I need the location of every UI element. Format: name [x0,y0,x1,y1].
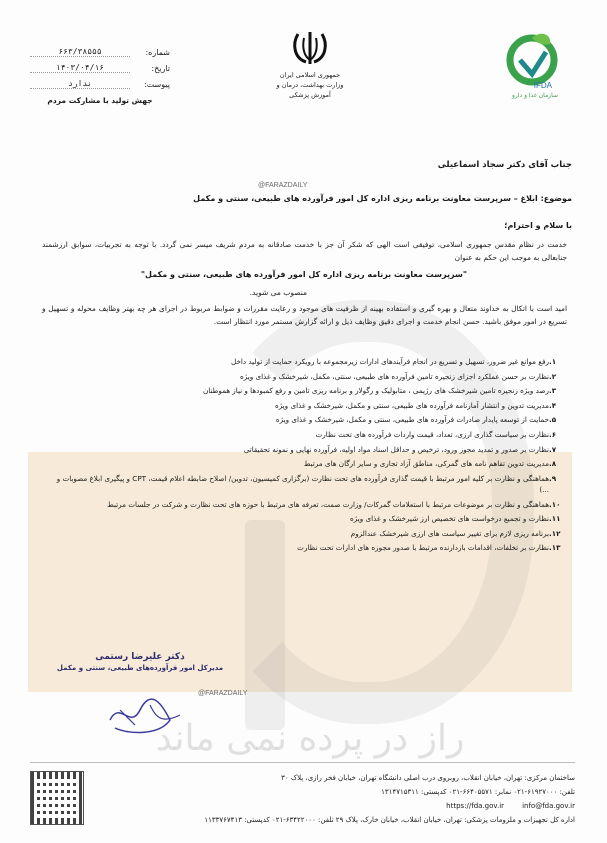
attachment-label: پیوست: [143,79,170,89]
ministry-emblem [270,30,350,100]
footer-web-row [95,799,575,813]
list-item: ۴. مدیریت تدوین و انتشار آمارنامه فرآورده های طبیعی، سنتی و مکمل، شیرخشک و غذای ویژه [274,400,557,410]
signature-block [55,652,225,672]
footer [30,762,575,829]
list-item: ۵. حمایت از توسعه پایدار صادرات فرآورده های طبیعی، سنتی و مکمل، شیرخشک و غذای ویژه [275,415,557,425]
list-item: ۷. نظارت بر صدور و تمدید مجوز ورود، ترخیص و حداقل اسناد مواد اولیه، فرآورده نهایی و نمونه تحقیقاتی [243,444,557,454]
greeting: با سلام و احترام؛ [504,221,572,230]
letter-metadata [30,44,170,105]
list-item: ۱۳. نظارت بر تخلفات، اقدامات بازدارنده مرتبط با صدور مجوزه های ادارات تحت نظارت [297,543,561,553]
duties-paragraph: امید است با اتکال به خداوند متعال و بهره گیری و استفاده بهینه از ظرفیت های موجود و رعایت مقررات و ضوابط مربوط در اجرای هر چه بهتر وظایف محوله و تسهیل و تسریع در امور موفق باشید. حسن انجام خدمت و اجرای دقیق وظایف ذیل و ارائه گزارش مستمر مورد انتظار است. [42,304,567,326]
footer-address: ساختمان مرکزی: تهران، خیابان انقلاب، روبروی درب اصلی دانشگاه تهران، خیابان فخر رازی، پلاک ۳۰ [281,774,575,782]
number-label: شماره: [145,47,170,57]
list-item: ۶. نظارت بر سیاست گذاری ارزی، تعداد، قیمت واردات فرآورده های تحت نظارت [315,429,557,439]
list-item: ۹. هماهنگی و نظارت بر کلیه امور مرتبط با قیمت گذاری فرآورده های تحت نظارت (برگزاری کمیسیون، تدوین/ اصلاح ضابطه اعلام قیمت، CPT و پیگیری ابلاغ مصوبات و ...) [56,473,557,494]
watermark-handle-bottom: @FARAZDAILY [198,690,248,697]
watermark-slogan: راز در پرده نمی ماند [155,718,465,759]
recipient: جناب آقای دکتر سجاد اسماعیلی [437,160,572,170]
date-row [30,60,170,76]
intro-paragraph: خدمت در نظام مقدس جمهوری اسلامی، توفیقی است الهی که شکر آن جز با خدمت صادقانه به مردم شریف میسر نمی گردد. با توجه به تجربیات، سوابق ارزشمند جنابعالی به موجب این حکم به عنوان [42,240,567,262]
appointed-text: منصوب می شوید. [249,288,307,297]
footer-links-row [95,785,575,799]
list-item: ۱۲. برنامه ریزی لازم برای تغییر سیاست های ارزی شیرخشک عندالزوم [350,528,561,538]
footer-website-link[interactable]: https://fda.gov.ir [446,802,505,810]
handwritten-signature-icon [100,690,190,740]
department-slogan: جهش تولید با مشارکت مردم [47,96,153,105]
subject-label: موضوع: [540,194,572,203]
footer-contact [95,771,575,827]
signer-name: دکتر علیرضا رستمی [95,652,185,662]
emblem-caption-ministry: وزارت بهداشت، درمان و آموزش پزشکی [276,81,344,99]
signer-title: مدیرکل امور فرآورده‌های طبیعی، سنتی و مکمل [56,664,224,672]
list-item: ۱. رفع موانع غیر ضرور، تسهیل و تسریع در انجام فرآیندهای ادارات زیرمجموعه با رویکرد حمایت از تولید داخل [231,357,557,366]
attachment-row [30,76,170,92]
attachment-value: ندارد [30,79,130,89]
list-item: ۱۱. نظارت و تجمیع درخواست های تخصیص ارز شیرخشک و غذای ویژه [349,514,561,524]
list-item: ۲. نظارت بر حسن عملکرد اجزای زنجیره تامین فرآورده های طبیعی، سنتی، مکمل، شیرخشک و غذای ویژه [240,371,557,381]
svg-text:IFDA: IFDA [533,81,552,90]
footer-branch-address: اداره کل تجهیزات و ملزومات پزشکی: تهران، خیابان انقلاب، خیابان خارک، پلاک ۲۹ تلفن: ۶۳۴۲۲۰۰۰-۰۲۱ کدپستی: ۱۱۳۳۷۶۷۴۱۳ [204,816,575,824]
duties-list [47,356,567,557]
emblem-caption-republic: جمهوری اسلامی ایران [279,71,341,79]
ifda-logo-icon [500,30,570,90]
date-value: ۱۴۰۳/۰۴/۱۶ [30,63,130,73]
ifda-logo [500,30,570,99]
date-label: تاریخ: [151,63,170,73]
footer-email-link[interactable]: info@fda.gov.ir [522,802,575,810]
number-row [30,44,170,60]
appointment-title: "سرپرست معاونت برنامه ریزی اداره کل امور فرآورده های طبیعی، سنتی و مکمل" [140,270,467,279]
qr-code-icon [30,771,84,825]
number-value: ۶۶۳/۳۸۵۵۵ [30,47,130,57]
list-item: ۳. رصد ویژه زنجیره تامین شیرخشک های رژیمی ، متابولیک و رگولار و برنامه ریزی تامین و رفع کمبودها و نیاز هموطنان [203,386,557,396]
watermark-handle-top: @FARAZDAILY [258,182,308,189]
list-item: ۸. مدیریت تدوین تفاهم نامه های گمرکی، مناطق آزاد تجاری و سایر ارگان های مرتبط [303,459,557,469]
list-item: ۱۰. هماهنگی و نظارت بر موضوعات مرتبط با استعلامات گمرکات/ وزارت صمت، تعرفه های مرتبط با حوزه های تحت نظارت و شرکت در جلسات مرتبط [107,499,561,509]
footer-phones: تلفن: ۶۱۹۲۷۰۰۰-۰۲۱ نمابر: ۶۶۴۰۵۵۷۱-۰۲۱ کدپستی: ۱۳۱۴۷۱۵۳۱۱ [381,788,575,796]
iran-emblem-icon [290,30,330,66]
subject-line [32,194,572,203]
ifda-caption: سازمان غذا و دارو [512,92,558,99]
subject-text: ابلاغ – سرپرست معاونت برنامه ریزی اداره کل امور فرآورده های طبیعی، سنتی و مکمل [193,194,538,203]
